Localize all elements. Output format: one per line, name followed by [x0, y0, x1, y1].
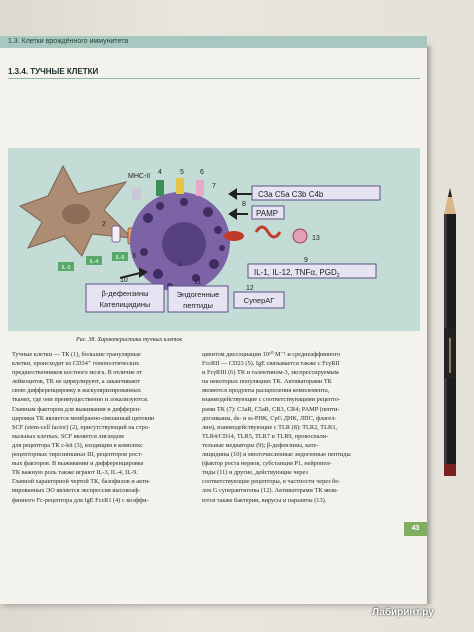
left-line: для рецептора ТК c-kit (3), входящим в комплекс [12, 441, 143, 449]
right-line: тиды (11) и другие, действующие через [202, 469, 308, 477]
running-head-bar [0, 36, 427, 48]
left-line: цировки ТК является мембранно-связанный цитокин [12, 414, 155, 422]
right-line: ются также бактерии, вирусы и паразиты (13). [202, 496, 327, 504]
left-line: вированных ЭО является экспрессия высокоаф- [12, 487, 141, 495]
num-6: 6 [200, 169, 204, 176]
left-line: Главным фактором для выживания и дифферен- [12, 405, 142, 413]
pencil-icon [436, 188, 464, 478]
num-2: 2 [102, 221, 106, 228]
page-number: 43 [404, 522, 427, 536]
right-line: догликаны, ds- и ss-РНК, CpG ДНК, ЛПС, флагел- [202, 414, 337, 422]
running-head-text: 1.3. Клетки врождённого иммунитета [8, 38, 129, 45]
text-column-left [12, 350, 192, 505]
right-line: TLR4/CD14, TLR5, TLR7 и TLR9, провоспали- [202, 432, 329, 440]
mhc-ii-label: MHC-II [128, 173, 151, 180]
box-12-text: СуперАГ [243, 296, 275, 305]
right-line: соответствующие рецепторы, в частности через бе- [202, 478, 341, 486]
left-line: тканях, где они преимущественно и локализуются. [12, 396, 149, 404]
page-edge-shadow [427, 46, 433, 604]
figure-caption: Рис. 38. Характеристика тучных клеток [76, 337, 183, 343]
parasite-icon [256, 227, 280, 237]
right-line: на некоторых популяциях ТК. Активаторами ТК [202, 378, 332, 386]
left-line: ТК важную роль также играют IL-3, IL-4, IL-9. [12, 469, 138, 477]
num-8: 8 [242, 201, 246, 208]
mhc-ii-molecule [132, 188, 141, 200]
watermark: Лабиринт.ру [372, 607, 434, 618]
box-11-line1: Эндогенные [176, 290, 220, 299]
il-3-label: IL-3 [61, 265, 71, 271]
fc-receptor-5 [176, 178, 184, 194]
fc-receptor-6 [196, 180, 204, 196]
right-line: являются продукты расщепления комплемента, [202, 387, 330, 395]
right-line: лицидины (10) и многочисленные эндогенные пептиды [202, 451, 351, 459]
num-11: 11 [194, 279, 202, 286]
num-10: 10 [120, 277, 128, 284]
num-7: 7 [212, 183, 216, 190]
stromal-nucleus [62, 204, 90, 224]
left-line: SCF (stem-cell factor) (2), присутствующий на стро- [12, 423, 151, 431]
num-4: 4 [158, 169, 162, 176]
left-line: вых факторов. В выживании и дифференцировке [12, 460, 144, 468]
left-line: мальных клетках. SCF является лигандом [12, 432, 124, 440]
complement-text: C3a C5a C3b C4b [258, 190, 324, 199]
cytokine-text: IL-1, IL-12, TNFα, $PGD_2$ [254, 268, 340, 279]
right-line: лок G суперантигены (12). Активаторами ТК явля- [202, 487, 339, 495]
num-5: 5 [180, 169, 184, 176]
bacterium-icon [224, 231, 244, 241]
right-line: лин), взаимодействующие с TLR (8): TLR2, TLR3, [202, 423, 337, 431]
left-line: Тучные клетки — ТК (1), большие гранулярные [12, 351, 141, 358]
box-10-line1: β-дефензины [101, 289, 149, 298]
num-12: 12 [246, 285, 254, 292]
right-line: и FcγRIII (6) ТК и галектином-3, экспрессируемым [202, 369, 339, 377]
left-line: финного Fc-рецептора для IgE FcεR1 (4) с коэффи- [12, 496, 149, 504]
il-4-label: IL-4 [89, 259, 99, 265]
right-line: тельные медиаторы (9); β-дефензины, кате- [202, 441, 319, 449]
section-divider [8, 78, 420, 79]
num-9: 9 [304, 257, 308, 264]
num-3: 3 [132, 253, 136, 260]
ige-receptor-4 [156, 180, 164, 196]
right-line: циентом диссоциации 10¹⁰ М⁻¹ и среднеаффинного [202, 351, 341, 358]
left-line: предшественников костного мозга. В отличие от [12, 369, 143, 377]
virus-icon [293, 229, 307, 243]
mast-cell-diagram [8, 148, 420, 331]
mast-cell-figure [8, 148, 420, 331]
left-line: свою дифференцировку в васкуляризированных [12, 387, 142, 395]
right-line: взаимодействующие с соответствующими рецепто- [202, 396, 341, 404]
right-line: (фактор роста нервов, субстанция P1, нейропеп- [202, 460, 332, 468]
il-9-label: IL-9 [115, 255, 125, 261]
left-line: лейкоцитов, ТК не циркулируют, а заканчивают [12, 378, 141, 386]
il-mini-labels [58, 252, 128, 271]
box-10-line2: Кателицидины [99, 300, 151, 309]
pamp-text: PAMP [256, 209, 279, 218]
text-column-right [202, 350, 382, 505]
left-line: рецепторных тирозинкиназ III, рецепторов рост- [12, 451, 143, 459]
left-line: Главной характерной чертой ТК, базофилов и акти- [12, 478, 151, 486]
section-title: 1.3.4. ТУЧНЫЕ КЛЕТКИ [8, 67, 99, 76]
mast-cell-nucleus [162, 222, 206, 266]
num-13: 13 [312, 235, 320, 242]
right-line: FcεRII — CD23 (5). IgE связывается также с FcγRII [202, 360, 340, 368]
box-11-line2: пептиды [183, 301, 213, 310]
left-line: клетки, происходят из CD34⁺ гемопоэтических [12, 360, 140, 368]
scf-ligand [112, 226, 120, 242]
right-line: рами ТК (7): C3aR, C5aR, CR3, CR4; PAMP (пепти- [202, 405, 340, 413]
num-1: 1 [178, 261, 182, 268]
